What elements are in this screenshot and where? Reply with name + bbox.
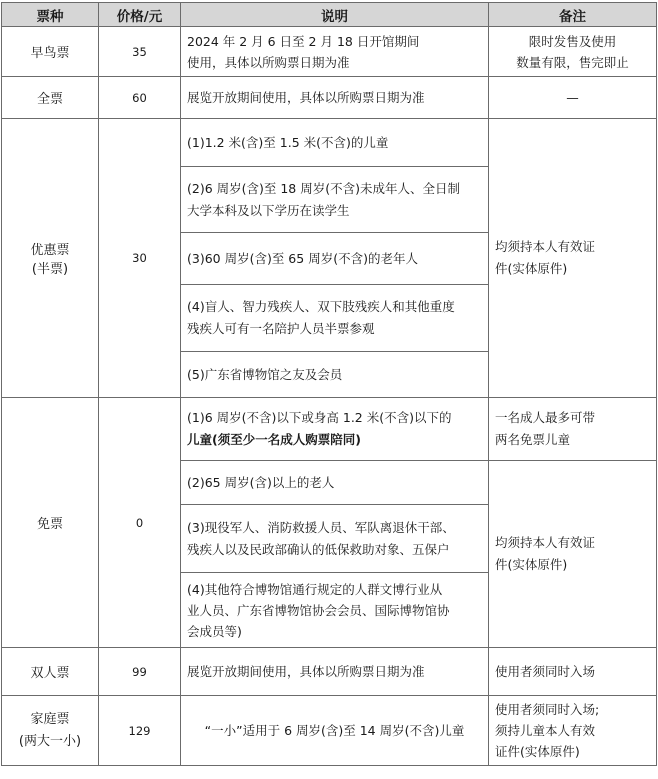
double-note: 使用者须同时入场 — [489, 648, 657, 696]
full-desc: 展览开放期间使用，具体以所购票日期为准 — [181, 77, 489, 119]
free-item: (1)6 周岁(不含)以下或身高 1.2 米(不含)以下的 儿童(须至少一名成人购票陪同) — [181, 398, 489, 461]
header-row — [2, 3, 657, 27]
double-desc: 展览开放期间使用，具体以所购票日期为准 — [181, 648, 489, 696]
free-item: (4)其他符合博物馆通行规定的人群文博行业从 业人员、广东省博物馆协会会员、国际博物馆协 会成员等) — [181, 573, 489, 648]
family-note: 使用者须同时入场; 须持儿童本人有效 证件(实体原件) — [489, 696, 657, 766]
free-item: (3)现役军人、消防救援人员、军队离退休干部、 残疾人以及民政部确认的低保救助对象、五保户 — [181, 505, 489, 573]
early-note: 限时发售及使用 数量有限，售完即止 — [489, 27, 657, 77]
full-type: 全票 — [2, 77, 99, 119]
discount-item: (3)60 周岁(含)至 65 周岁(不含)的老年人 — [181, 233, 489, 285]
family-desc: “一小”适用于 6 周岁(含)至 14 周岁(不含)儿童 — [181, 696, 489, 766]
family-type: 家庭票 (两大一小) — [2, 696, 99, 766]
header-description: 说明 — [181, 3, 489, 27]
row-discount-1 — [2, 119, 657, 167]
discount-type: 优惠票 (半票) — [2, 119, 99, 398]
free-note: 均须持本人有效证 件(实体原件) — [489, 461, 657, 648]
free-child-note: 一名成人最多可带 两名免票儿童 — [489, 398, 657, 461]
row-full — [2, 77, 657, 119]
full-price: 60 — [99, 77, 181, 119]
early-price: 35 — [99, 27, 181, 77]
row-family — [2, 696, 657, 766]
free-type: 免票 — [2, 398, 99, 648]
full-note: — — [489, 77, 657, 119]
header-ticket-type: 票种 — [2, 3, 99, 27]
family-price: 129 — [99, 696, 181, 766]
row-double — [2, 648, 657, 696]
ticket-table — [1, 2, 657, 766]
row-early-bird — [2, 27, 657, 77]
row-free-1 — [2, 398, 657, 461]
discount-price: 30 — [99, 119, 181, 398]
double-type: 双人票 — [2, 648, 99, 696]
free-item-emphasis: 儿童(须至少一名成人购票陪同) — [187, 432, 361, 447]
early-type: 早鸟票 — [2, 27, 99, 77]
discount-item: (2)6 周岁(含)至 18 周岁(不含)未成年人、全日制 大学本科及以下学历在读学生 — [181, 167, 489, 233]
discount-item: (1)1.2 米(含)至 1.5 米(不含)的儿童 — [181, 119, 489, 167]
early-desc: 2024 年 2 月 6 日至 2 月 18 日开馆期间 使用，具体以所购票日期为准 — [181, 27, 489, 77]
free-price: 0 — [99, 398, 181, 648]
discount-item: (4)盲人、智力残疾人、双下肢残疾人和其他重度 残疾人可有一名陪护人员半票参观 — [181, 285, 489, 352]
header-price: 价格/元 — [99, 3, 181, 27]
header-remarks: 备注 — [489, 3, 657, 27]
discount-note: 均须持本人有效证 件(实体原件) — [489, 119, 657, 398]
discount-item: (5)广东省博物馆之友及会员 — [181, 352, 489, 398]
free-item: (2)65 周岁(含)以上的老人 — [181, 461, 489, 505]
double-price: 99 — [99, 648, 181, 696]
